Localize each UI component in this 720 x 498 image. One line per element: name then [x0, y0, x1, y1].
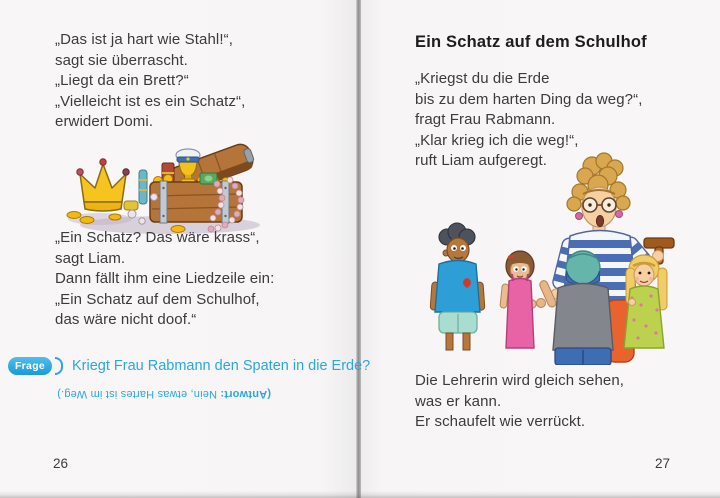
story-line: erwidert Domi. — [55, 113, 154, 130]
question-row — [8, 357, 370, 375]
story-line: „Liegt da ein Brett?“ — [55, 72, 189, 89]
left-paragraph-1 — [55, 31, 245, 134]
page-number-left: 26 — [53, 456, 69, 471]
story-line: sagt Liam. — [55, 249, 126, 267]
teal-trinket — [124, 170, 147, 210]
treasure-chest-illustration — [62, 140, 267, 238]
story-line: „Das ist ja hart wie Stahl!“, — [55, 31, 233, 48]
story-line: „Ein Schatz? Das wäre krass“, — [55, 229, 260, 246]
story-line: Die Lehrerin wird gleich sehen, — [415, 372, 625, 389]
answer-upside-down — [57, 384, 271, 402]
crown — [77, 159, 129, 211]
left-paragraph-2 — [55, 229, 274, 332]
story-line: Er schaufelt wie verrückt. — [415, 413, 586, 430]
right-paragraph-2 — [415, 372, 624, 434]
story-line: was er kann. — [415, 392, 502, 410]
girl-green-dress — [624, 255, 667, 348]
frage-badge: Frage — [8, 357, 52, 375]
answer-text: Nein, etwas Hartes ist im Weg.) — [57, 388, 221, 400]
story-line: fragt Frau Rabmann. — [415, 111, 556, 128]
story-line: das wäre nicht doof.“ — [55, 311, 197, 328]
frage-badge-tail — [55, 357, 63, 375]
pearl — [151, 194, 158, 201]
story-line: „Vielleicht ist es ein Schatz“, — [55, 92, 246, 110]
story-line: sagt sie überrascht. — [55, 51, 188, 69]
story-line: Dann fällt ihm eine Liedzeile ein: — [55, 270, 275, 287]
girl-pink-top — [500, 251, 536, 348]
story-line: ruft Liam aufgeregt. — [415, 152, 548, 169]
pearl — [128, 210, 136, 218]
pearl — [139, 218, 145, 224]
answer-label: (Antwort: — [220, 388, 271, 400]
book-spine — [356, 0, 361, 498]
story-line: „Klar krieg ich die weg!“, — [415, 131, 579, 149]
boy-blue-shirt — [430, 223, 485, 350]
question-text: Kriegt Frau Rabmann den Spaten in die Erde? — [72, 358, 371, 374]
teacher-children-illustration — [420, 152, 712, 365]
story-line: bis zu dem harten Ding da weg?“, — [415, 90, 643, 108]
chapter-heading: Ein Schatz auf dem Schulhof — [415, 33, 647, 51]
page-number-right: 27 — [655, 456, 671, 471]
story-line: „Kriegst du die Erde — [415, 70, 550, 87]
story-line: „Ein Schatz auf dem Schulhof, — [55, 290, 260, 308]
